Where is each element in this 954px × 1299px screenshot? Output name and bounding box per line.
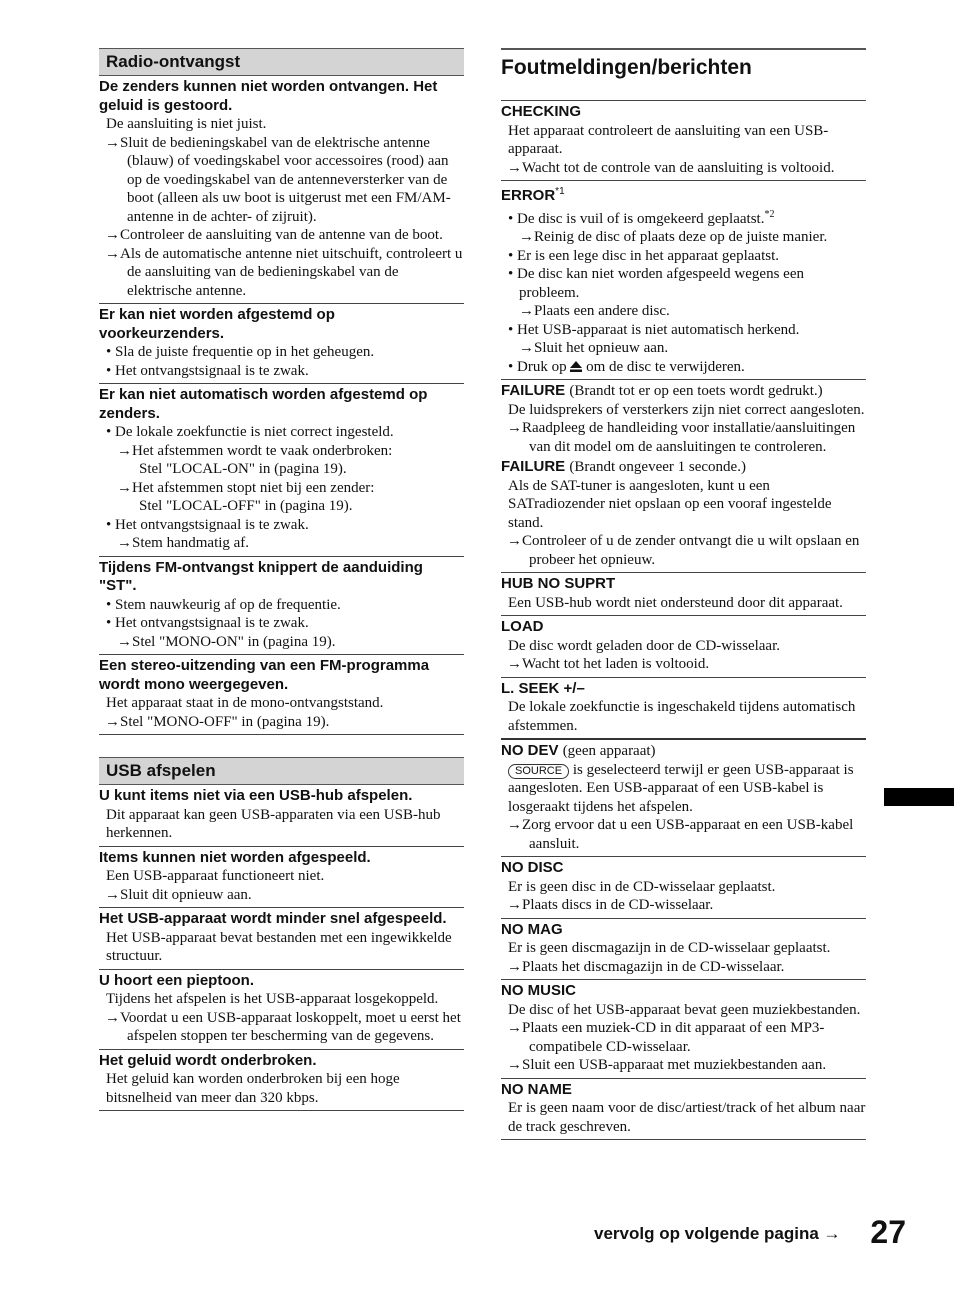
bullet-text: De disc is vuil of is omgekeerd geplaatst. <box>517 210 765 227</box>
message-text: Als de SAT-tuner is aangesloten, kunt u een SATradiozender niet opslaan op een vooraf ingestelde stand. <box>508 477 832 531</box>
remedy-text: → Wacht tot het laden is voltooid. <box>501 655 866 674</box>
issue-slow-playback <box>99 908 464 970</box>
cause-text: Een USB-apparaat functioneert niet. <box>106 868 325 884</box>
message-code-row <box>501 458 866 477</box>
message-code: L. SEEK +/– <box>501 679 585 697</box>
footnote-ref: *2 <box>764 208 775 220</box>
msg-no-music <box>501 980 866 1079</box>
issue-heading: Er kan niet worden afgestemd op voorkeurzenders. <box>99 306 335 342</box>
remedy-text: Stel "LOCAL-OFF" in (pagina 19). <box>139 498 353 514</box>
bullet-text: Druk op <box>517 358 567 375</box>
cause-bullet: • Het ontvangstsignaal is te zwak. <box>99 516 464 535</box>
issue-heading: U hoort een pieptoon. <box>99 971 254 989</box>
page-footer <box>594 1214 906 1254</box>
cause-bullet: • Het ontvangstsignaal is te zwak. <box>99 614 464 633</box>
footnote-ref: *1 <box>555 186 565 197</box>
msg-l-seek <box>501 678 866 741</box>
bullet-text: om de disc te verwijderen. <box>586 358 745 375</box>
cause-text: Het USB-apparaat bevat bestanden met een ingewikkelde structuur. <box>106 929 452 964</box>
continued-note: vervolg op volgende pagina → <box>594 1224 841 1243</box>
remedy-text: → Reinig de disc of plaats deze op de juiste manier. <box>501 228 866 247</box>
issue-heading: Het geluid wordt onderbroken. <box>99 1051 317 1069</box>
message-text: Het apparaat controleert de aansluiting van een USB-apparaat. <box>508 122 829 157</box>
remedy-text: → Controleer of u de zender ontvangt die u wilt opslaan en probeer het opnieuw. <box>501 532 866 569</box>
message-code: NO DEV <box>501 742 559 759</box>
cause-text: Het geluid kan worden onderbroken bij een hoge bitsnelheid van meer dan 320 kbps. <box>106 1071 400 1106</box>
message-note: (Brandt ongeveer 1 seconde.) <box>569 459 746 475</box>
issue-no-stations <box>99 76 464 304</box>
cause-text: Het apparaat staat in de mono-ontvangststand. <box>106 695 384 711</box>
message-code: FAILURE <box>501 458 566 475</box>
issue-mono <box>99 655 464 735</box>
cause-bullet <box>501 358 866 377</box>
message-code-row <box>501 382 866 401</box>
left-column <box>99 48 464 1111</box>
message-code: CHECKING <box>501 103 582 120</box>
remedy-text: → Als de automatische antenne niet uitschuift, controleert u de aansluiting van de bedieningskabel van de elektrische antenne. <box>99 245 464 301</box>
message-code: ERROR <box>501 187 556 204</box>
remedy-text: → Plaats een andere disc. <box>501 302 866 321</box>
remedy-text: → Stel "MONO-ON" in (pagina 19). <box>99 633 464 652</box>
cause-bullet: • Het ontvangstsignaal is te zwak. <box>99 362 464 381</box>
message-text: Er is geen naam voor de disc/artiest/track of het album naar de track geschreven. <box>508 1100 866 1135</box>
source-button-label: SOURCE <box>508 764 569 779</box>
issue-heading: Items kunnen niet worden afgespeeld. <box>99 848 371 866</box>
message-text: De luidsprekers of versterkers zijn niet correct aangesloten. <box>508 401 865 418</box>
cause-bullet <box>501 206 866 229</box>
msg-load <box>501 616 866 678</box>
msg-checking <box>501 101 866 181</box>
cause-bullet: • Stem nauwkeurig af op de frequentie. <box>99 596 464 615</box>
msg-failure-1 <box>501 380 866 456</box>
msg-no-name <box>501 1079 866 1141</box>
remedy-text: → Plaats het discmagazijn in de CD-wisselaar. <box>501 958 866 977</box>
issue-st-flashes <box>99 557 464 656</box>
message-text: De lokale zoekfunctie is ingeschakeld tijdens automatisch afstemmen. <box>508 699 856 734</box>
page-number: 27 <box>870 1214 906 1250</box>
remedy-text: → Voordat u een USB-apparaat loskoppelt, moet u eerst het afspelen stoppen ter bescherming van de gegevens. <box>99 1009 464 1046</box>
remedy-text: → Controleer de aansluiting van de antenne van de boot. <box>99 226 464 245</box>
cause-bullet: • De lokale zoekfunctie is niet correct ingesteld. <box>99 423 464 442</box>
section-heading-usb: USB afspelen <box>99 757 464 785</box>
message-code: NO DISC <box>501 859 564 876</box>
message-text: De disc of het USB-apparaat bevat geen muziekbestanden. <box>508 1001 861 1018</box>
message-code: FAILURE <box>501 382 566 399</box>
page-title: Foutmeldingen/berichten <box>501 48 866 101</box>
message-text: Een USB-hub wordt niet ondersteund door dit apparaat. <box>508 594 843 611</box>
section-heading-radio: Radio-ontvangst <box>99 48 464 76</box>
cause-text: De aansluiting is niet juist. <box>106 116 267 132</box>
msg-no-dev <box>501 740 866 857</box>
message-note: (geen apparaat) <box>562 743 656 759</box>
right-column <box>501 48 866 1140</box>
issue-items-not-played <box>99 847 464 909</box>
msg-error <box>501 181 866 380</box>
remedy-text: → Wacht tot de controle van de aansluiting is voltooid. <box>501 159 866 178</box>
issue-heading: De zenders kunnen niet worden ontvangen. Het geluid is gestoord. <box>99 78 438 114</box>
remedy-text: → Plaats discs in de CD-wisselaar. <box>501 896 866 915</box>
remedy-text: → Het afstemmen wordt te vaak onderbroken: <box>99 442 464 461</box>
remedy-text: → Het afstemmen stopt niet bij een zender: <box>99 479 464 498</box>
issue-preset-tuning <box>99 304 464 384</box>
message-code-row <box>501 183 866 206</box>
cause-text: Dit apparaat kan geen USB-apparaten via een USB-hub herkennen. <box>106 806 441 841</box>
remedy-text: → Stem handmatig af. <box>99 534 464 553</box>
remedy-text: → Zorg ervoor dat u een USB-apparaat en een USB-kabel aansluit. <box>501 816 866 853</box>
remedy-text: Stel "LOCAL-ON" in (pagina 19). <box>139 461 347 477</box>
message-code: NO NAME <box>501 1080 572 1098</box>
cause-bullet: • Sla de juiste frequentie op in het geheugen. <box>99 343 464 362</box>
message-text: De disc wordt geladen door de CD-wisselaar. <box>508 637 781 654</box>
message-code: LOAD <box>501 618 544 635</box>
message-text <box>501 761 866 817</box>
cause-bullet: • Er is een lege disc in het apparaat geplaatst. <box>501 247 866 266</box>
message-code: NO MAG <box>501 920 563 938</box>
issue-heading: U kunt items niet via een USB-hub afspelen. <box>99 787 413 804</box>
cause-bullet: • De disc kan niet worden afgespeeld wegens een probleem. <box>501 265 866 302</box>
message-code: HUB NO SUPRT <box>501 575 616 592</box>
chapter-tab-marker <box>884 788 954 806</box>
message-code: NO MUSIC <box>501 982 576 999</box>
msg-hub-no-suprt <box>501 573 866 616</box>
message-code-row <box>501 742 866 761</box>
remedy-text: → Plaats een muziek-CD in dit apparaat of een MP3-compatibele CD-wisselaar. <box>501 1019 866 1056</box>
cause-text: Tijdens het afspelen is het USB-apparaat losgekoppeld. <box>106 991 439 1007</box>
msg-no-mag <box>501 919 866 981</box>
remedy-text: → Stel "MONO-OFF" in (pagina 19). <box>99 713 464 732</box>
remedy-text: → Raadpleeg de handleiding voor installatie/aansluitingen van dit model om de aansluitingen te controleren. <box>501 419 866 456</box>
remedy-text: → Sluit dit opnieuw aan. <box>99 886 464 905</box>
issue-heading: Tijdens FM-ontvangst knippert de aanduiding "ST". <box>99 558 423 594</box>
msg-failure-2 <box>501 456 866 573</box>
issue-auto-tuning <box>99 384 464 557</box>
issue-heading: Het USB-apparaat wordt minder snel afgespeeld. <box>99 910 447 927</box>
message-text: Er is geen discmagazijn in de CD-wisselaar geplaatst. <box>508 940 831 956</box>
message-note: (Brandt tot er op een toets wordt gedrukt.) <box>569 383 823 399</box>
issue-sound-interrupted <box>99 1050 464 1112</box>
cause-bullet: • Het USB-apparaat is niet automatisch herkend. <box>501 321 866 340</box>
message-body: is geselecteerd terwijl er geen USB-apparaat is aangesloten. Een USB-apparaat of een USB-kabel is losgeraakt tijdens het afspelen. <box>508 761 854 815</box>
eject-icon <box>570 361 582 372</box>
issue-beep <box>99 970 464 1050</box>
message-text: Er is geen disc in de CD-wisselaar geplaatst. <box>508 878 776 895</box>
remedy-text: → Sluit een USB-apparaat met muziekbestanden aan. <box>501 1056 866 1075</box>
remedy-text: → Sluit de bedieningskabel van de elektrische antenne (blauw) of voedingskabel voor accessoires (rood) aan op de voedingskabel van de antenneversterker van de boot (alleen als uw boot is uitgerust met een FM/AM-antenne in de achter- of zijruit). <box>99 134 464 227</box>
msg-no-disc <box>501 857 866 919</box>
remedy-text: → Sluit het opnieuw aan. <box>501 339 866 358</box>
issue-heading: Een stereo-uitzending van een FM-programma wordt mono weergegeven. <box>99 657 430 693</box>
issue-heading: Er kan niet automatisch worden afgestemd op zenders. <box>99 386 428 422</box>
issue-usb-hub <box>99 785 464 847</box>
